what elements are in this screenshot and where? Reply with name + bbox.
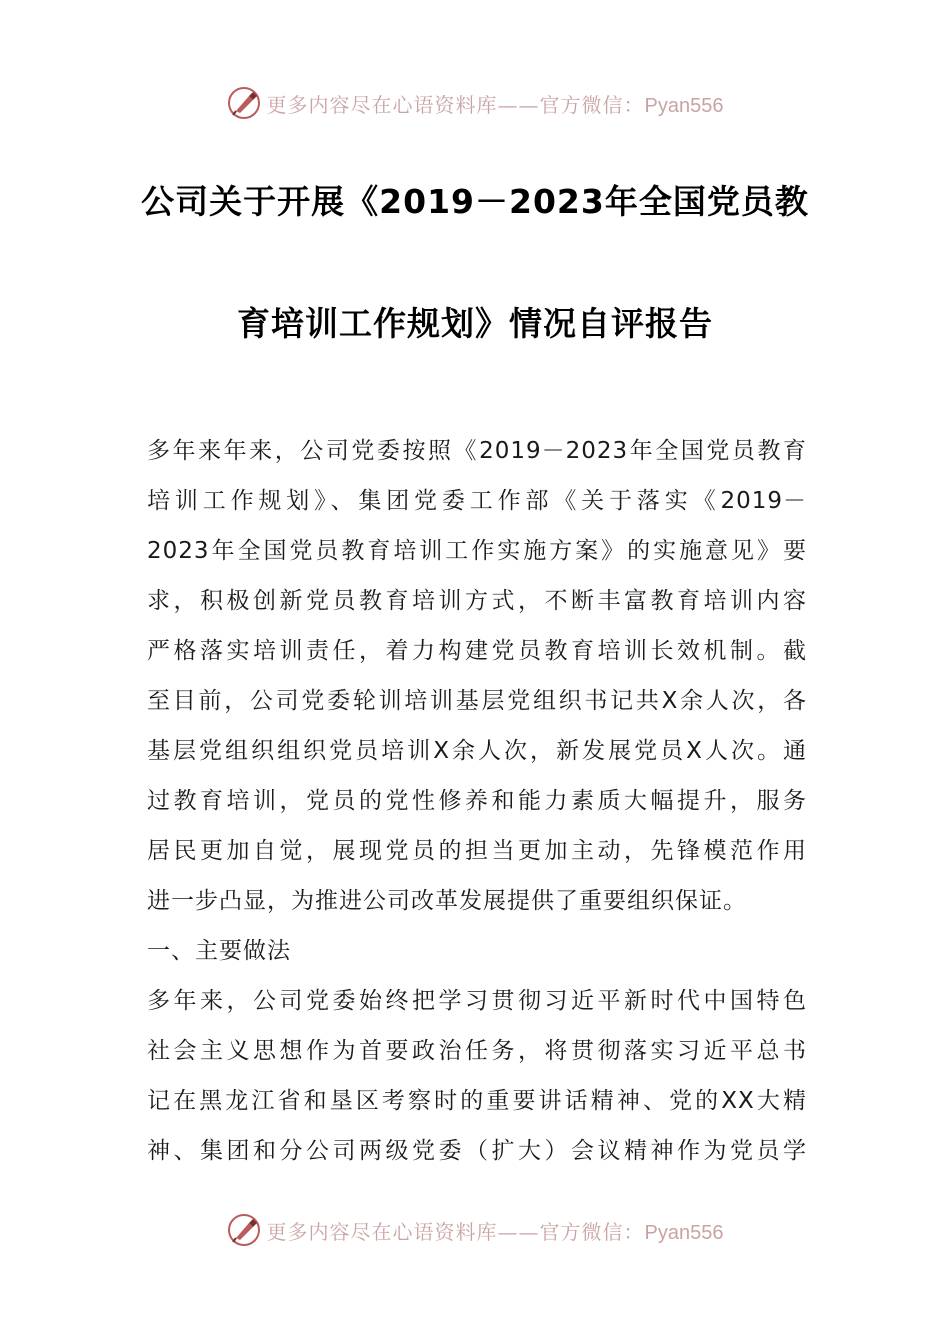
- body-line: 培训工作规划》、集团党委工作部《关于落实《2019－: [147, 488, 807, 514]
- pen-nib-icon: [227, 86, 261, 120]
- watermark-separator: ——: [497, 1219, 540, 1244]
- document-title-line-2: 育培训工作规划》情况自评报告: [237, 304, 713, 343]
- body-line: 至目前，公司党委轮训培训基层党组织书记共X余人次，各: [147, 688, 807, 714]
- watermark-separator: ——: [497, 92, 540, 117]
- body-line: 记在黑龙江省和垦区考察时的重要讲话精神、党的XX大精: [147, 1088, 807, 1114]
- section-heading: 一、主要做法: [147, 938, 291, 964]
- watermark-wechat-id: Pyan556: [644, 94, 724, 117]
- watermark-wechat-id: Pyan556: [644, 1221, 724, 1244]
- watermark-brand: 更多内容尽在心语资料库: [266, 92, 498, 117]
- body-line: 求，积极创新党员教育培训方式，不断丰富教育培训内容: [147, 588, 807, 614]
- body-line: 过教育培训，党员的党性修养和能力素质大幅提升，服务: [147, 788, 807, 814]
- body-line: 多年来年来，公司党委按照《2019－2023年全国党员教育: [147, 438, 807, 464]
- pen-nib-icon: [227, 1213, 261, 1247]
- body-line: 进一步凸显，为推进公司改革发展提供了重要组织保证。: [147, 888, 747, 914]
- body-line: 严格落实培训责任，着力构建党员教育培训长效机制。截: [147, 638, 807, 664]
- watermark-text: [267, 1216, 724, 1245]
- body-line: 2023年全国党员教育培训工作实施方案》的实施意见》要: [147, 538, 807, 564]
- document-title-line-1: 公司关于开展《2019－2023年全国党员教: [141, 182, 809, 221]
- watermark-banner-top: [0, 83, 950, 123]
- document-body: [147, 426, 807, 1176]
- body-line: 居民更加自觉，展现党员的担当更加主动，先锋模范作用: [147, 838, 807, 864]
- body-line: 神、集团和分公司两级党委（扩大）会议精神作为党员学: [147, 1138, 807, 1164]
- watermark-text: [267, 89, 724, 118]
- watermark-wechat-label: 官方微信：: [539, 1219, 645, 1244]
- watermark-banner-bottom: [0, 1210, 950, 1250]
- watermark-brand: 更多内容尽在心语资料库: [266, 1219, 498, 1244]
- body-line: 多年来，公司党委始终把学习贯彻习近平新时代中国特色: [147, 988, 807, 1014]
- body-line: 基层党组织组织党员培训X余人次，新发展党员X人次。通: [147, 738, 807, 764]
- body-line: 社会主义思想作为首要政治任务，将贯彻落实习近平总书: [147, 1038, 807, 1064]
- watermark-wechat-label: 官方微信：: [539, 92, 645, 117]
